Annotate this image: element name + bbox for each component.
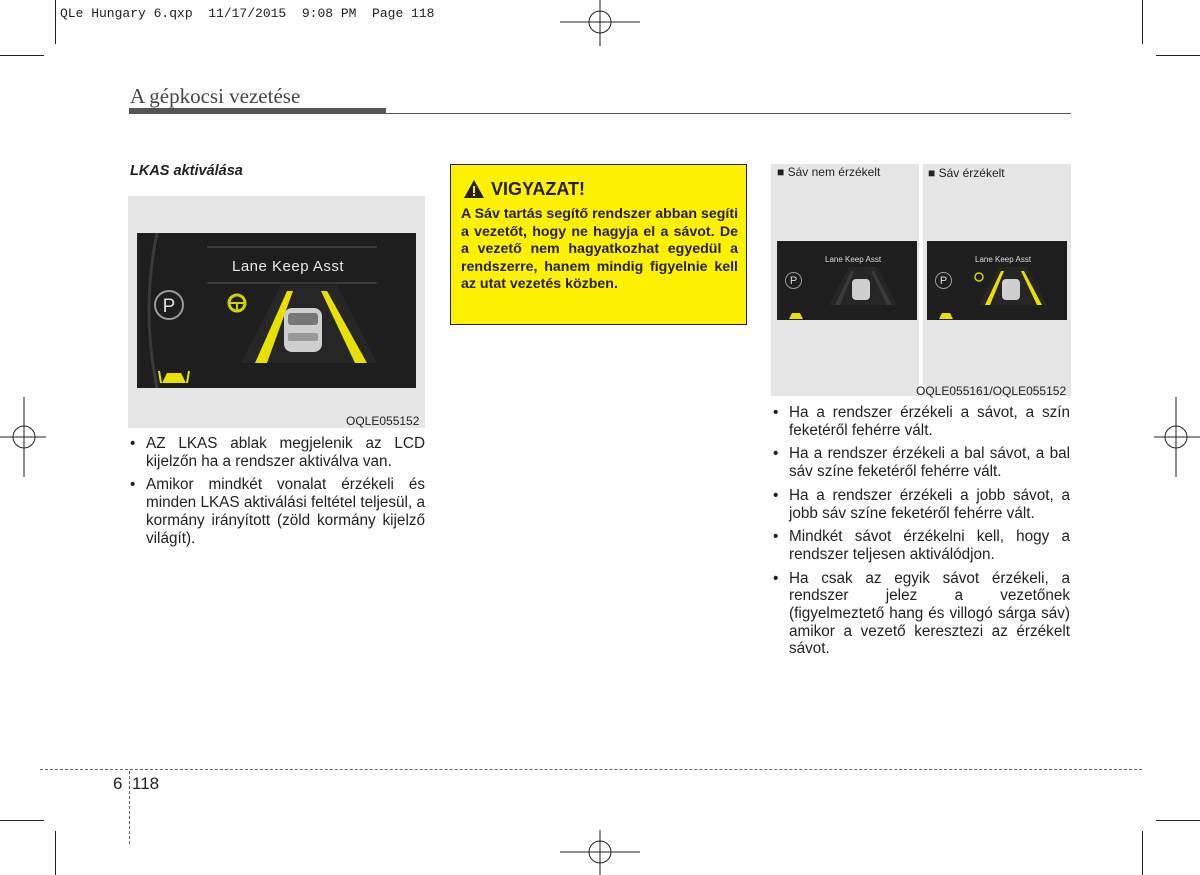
lane-panels-figure — [771, 164, 1071, 396]
figure-caption: OQLE055161/OQLE055152 — [916, 384, 1067, 398]
registration-mark-top — [558, 0, 642, 48]
lkas-figure — [128, 196, 425, 428]
list-item: • Ha a rendszer érzékeli a bal sávot, a bal sáv színe feketéről fehérre vált. — [773, 445, 1070, 480]
warning-title: VIGYAZAT! — [491, 179, 586, 199]
screen-title: Lane Keep Asst — [975, 255, 1032, 264]
footer-vertical-rule — [129, 771, 130, 844]
gear-label: P — [162, 296, 176, 317]
list-item: • AZ LKAS ablak megjelenik az LCD kijelzőn ha a rendszer aktiválva van. — [130, 435, 425, 470]
screen-title: Lane Keep Asst — [825, 255, 882, 264]
registration-mark-left — [0, 395, 46, 479]
panel-label-left: ■ Sáv nem érzékelt — [777, 165, 881, 179]
list-item: • Ha a rendszer érzékeli a sávot, a szín feketéről fehérre vált. — [773, 404, 1070, 439]
lcd-screen-detected — [927, 241, 1067, 320]
crop-mark — [1156, 55, 1200, 56]
header-rule-thin — [386, 113, 1071, 114]
print-slug: QLe Hungary 6.qxp 11/17/2015 9:08 PM Page 118 — [60, 6, 435, 21]
crop-mark — [0, 55, 44, 56]
gear-indicator — [154, 290, 184, 320]
right-bullet-list — [773, 404, 1070, 664]
gear-indicator — [935, 272, 952, 289]
list-item: • Mindkét sávot érzékelni kell, hogy a rendszer teljesen aktiválódjon. — [773, 528, 1070, 563]
crop-mark — [55, 0, 56, 44]
warning-triangle-icon — [463, 179, 485, 199]
warning-text: A Sáv tartás segítő rendszer abban segíti a vezetőt, hogy ne hagyja el a sávot. De a vezető nem hagyatkozhat egyedül a rendszerre, hanem mindig figyelnie kell az utat vezetés közben. — [461, 206, 739, 292]
list-item: • Amikor mindkét vonalat érzékeli és minden LKAS aktiválási feltétel teljesül, a kormány irányított (zöld kormány kijelző világít). — [130, 476, 425, 547]
header-rule-thick — [129, 108, 386, 114]
figure-caption: OQLE055152 — [346, 414, 420, 428]
registration-mark-right — [1154, 395, 1200, 479]
page-header-title: A gépkocsi vezetése — [130, 84, 301, 108]
registration-mark-bottom — [558, 828, 642, 875]
gear-label: P — [789, 275, 798, 287]
crop-mark — [1142, 0, 1143, 44]
panel-label-right: ■ Sáv érzékelt — [928, 166, 1005, 180]
lcd-screen — [137, 233, 416, 388]
gear-indicator — [785, 272, 802, 289]
lcd-screen-not-detected — [777, 241, 917, 320]
crop-mark — [1142, 831, 1143, 875]
list-item: • Ha a rendszer érzékeli a jobb sávot, a jobb sáv színe feketéről fehérre vált. — [773, 487, 1070, 522]
crop-mark — [55, 831, 56, 875]
section-subheading: LKAS aktiválása — [130, 163, 243, 179]
gear-label: P — [939, 275, 948, 287]
chapter-number: 6 — [113, 774, 123, 793]
left-bullet-list — [130, 435, 425, 553]
crop-mark — [0, 820, 44, 821]
crop-mark — [1156, 820, 1200, 821]
footer-rule — [40, 769, 1142, 770]
warning-box — [450, 164, 747, 325]
screen-title: Lane Keep Asst — [232, 258, 345, 275]
list-item: • Ha csak az egyik sávot érzékeli, a rendszer jelez a vezetőnek (figyelmeztető hang és villogó sárga sáv) amikor a vezető keresztezi az érzékelt sávot. — [773, 570, 1070, 659]
page-number: 118 — [132, 774, 160, 793]
